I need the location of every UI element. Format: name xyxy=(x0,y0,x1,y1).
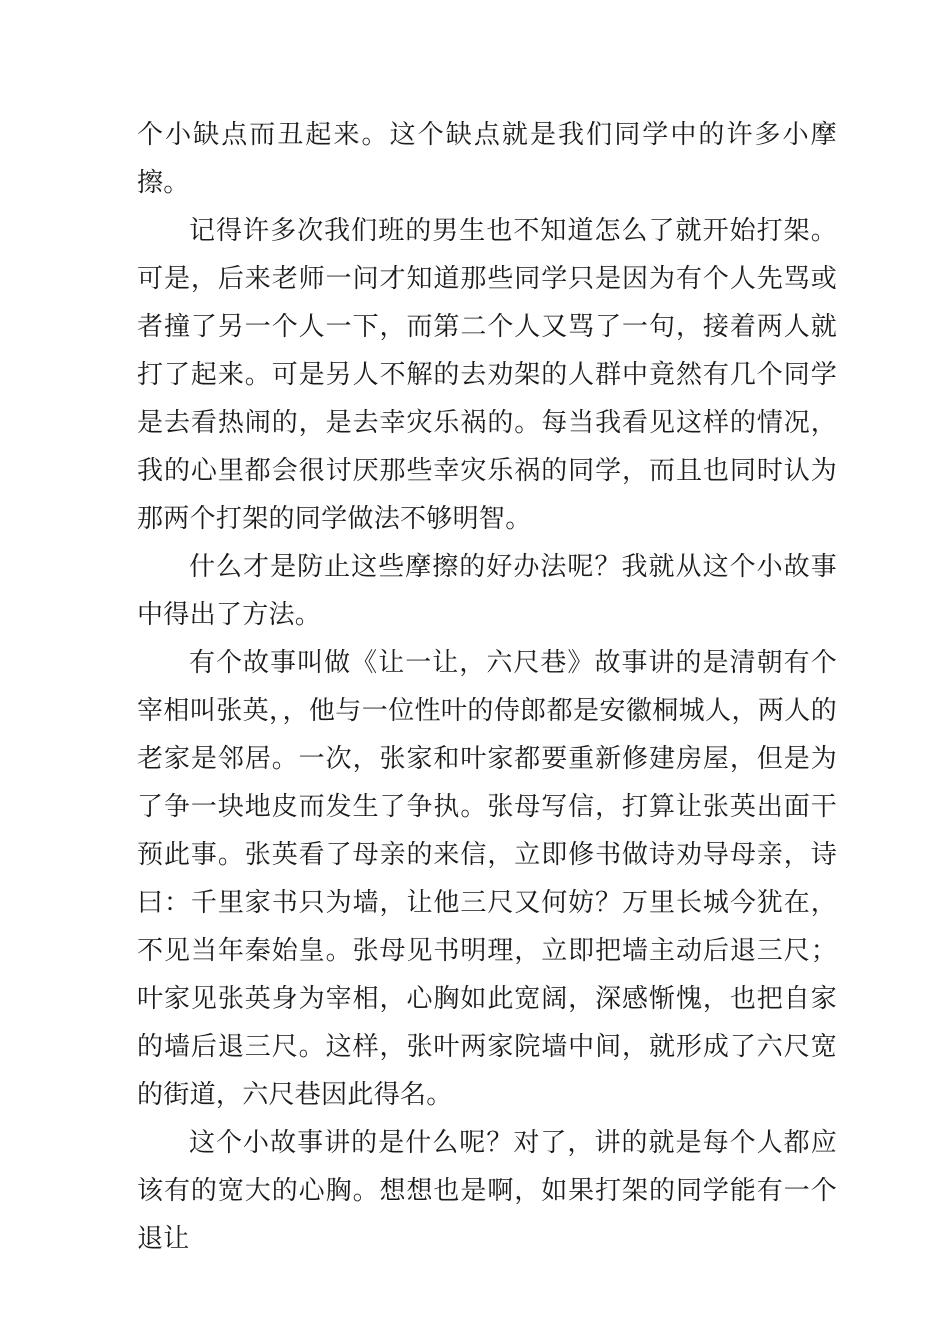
paragraph-fight-description: 记得许多次我们班的男生也不知道怎么了就开始打架。可是，后来老师一问才知道那些同学只是因为有个人先骂或者撞了另一个人一下，而第二个人又骂了一句，接着两人就打了起来。可是另人不解的去劝架的人群中竟然有几个同学是去看热闹的，是去幸灾乐祸的。每当我看见这样的情况，我的心里都会很讨厌那些幸灾乐祸的同学，而且也同时认为那两个打架的同学做法不够明智。 xyxy=(137,216,837,534)
paragraph-question: 什么才是防止这些摩擦的好办法呢？我就从这个小故事中得出了方法。 xyxy=(137,552,837,630)
paragraph-continued: 个小缺点而丑起来。这个缺点就是我们同学中的许多小摩擦。 xyxy=(137,120,837,198)
body-text xyxy=(137,111,837,1263)
paragraph-story-meaning: 这个小故事讲的是什么呢？对了，讲的就是每个人都应该有的宽大的心胸。想想也是啊，如果打架的同学能有一个退让 xyxy=(137,1128,837,1254)
paragraph-six-foot-lane-story: 有个故事叫做《让一让，六尺巷》故事讲的是清朝有个宰相叫张英，，他与一位性叶的侍郎都是安徽桐城人，两人的老家是邻居。一次，张家和叶家都要重新修建房屋，但是为了争一块地皮而发生了争执。张母写信，打算让张英出面干预此事。张英看了母亲的来信，立即修书做诗劝导母亲，诗曰：千里家书只为墙，让他三尺又何妨？万里长城今犹在，不见当年秦始皇。张母见书明理，立即把墙主动后退三尺；叶家见张英身为宰相，心胸如此宽阔，深感惭愧，也把自家的墙后退三尺。这样，张叶两家院墙中间，就形成了六尺宽的街道，六尺巷因此得名。 xyxy=(137,648,837,1110)
